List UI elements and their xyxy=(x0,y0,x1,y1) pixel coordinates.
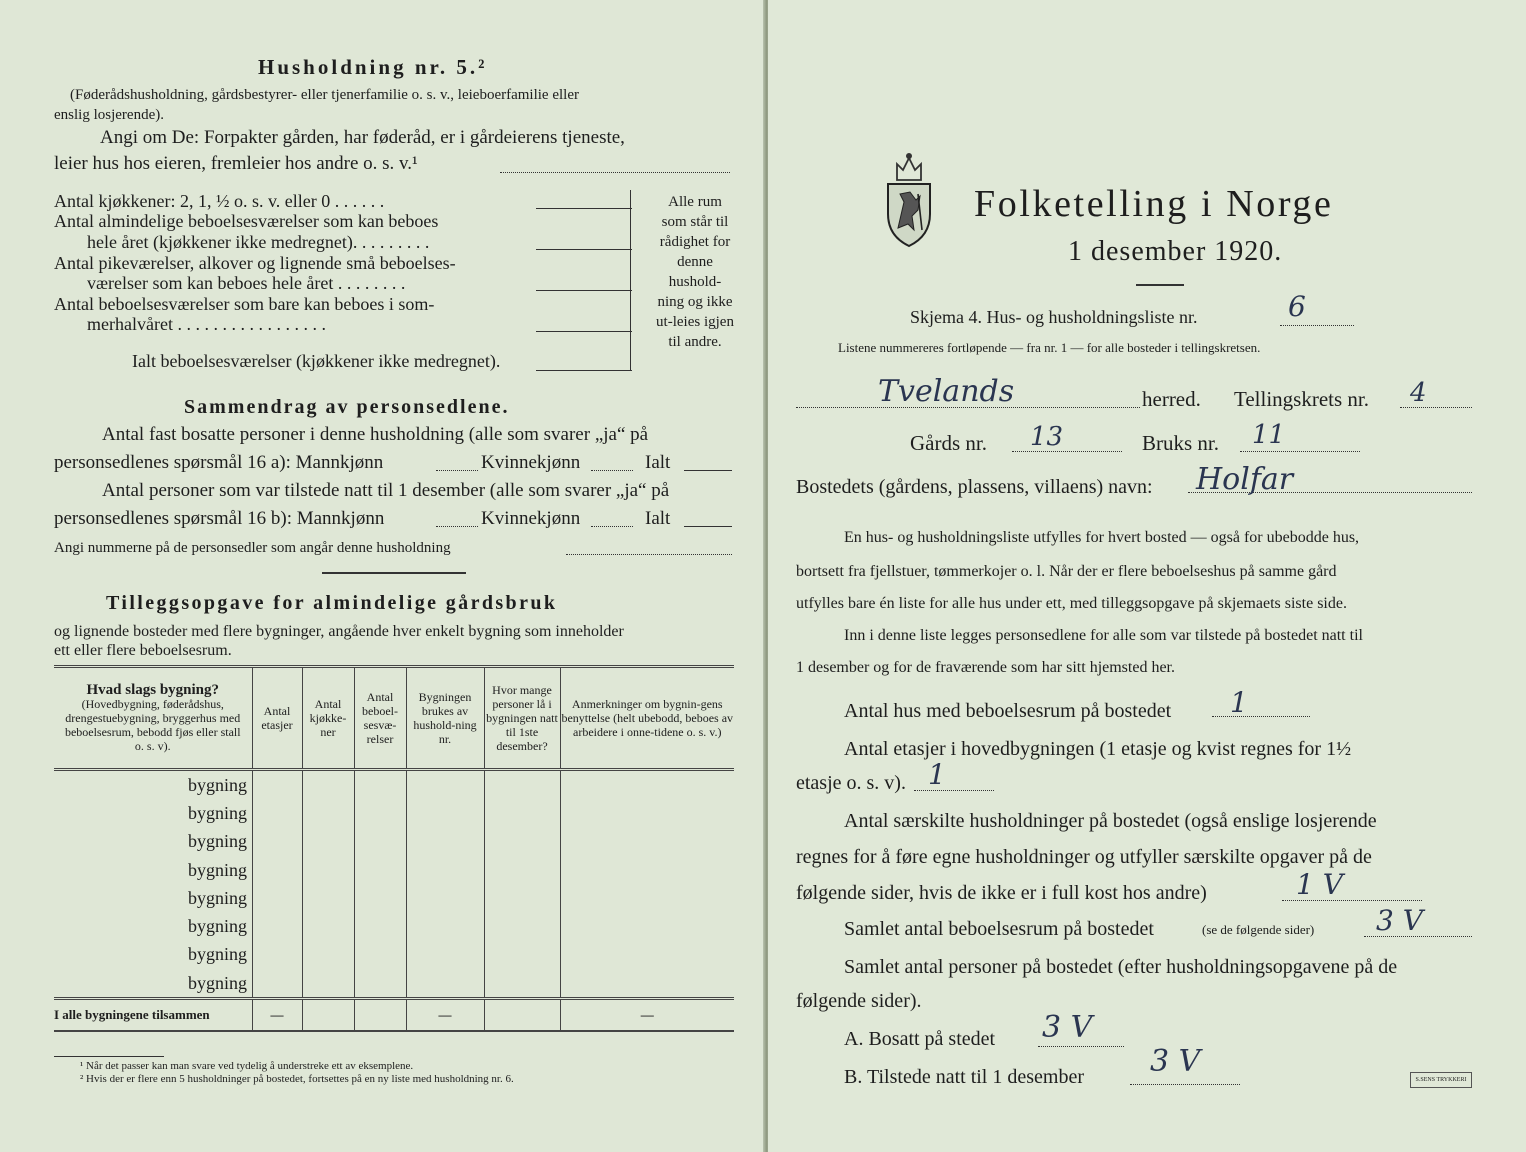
cell-household[interactable] xyxy=(406,969,484,999)
instruction-1: En hus- og husholdningsliste utfylles for hvert bosted — også for ubebodde hus, xyxy=(844,529,1360,546)
table-row xyxy=(54,884,734,912)
cell-persons[interactable] xyxy=(484,828,560,856)
cell-kitchens[interactable] xyxy=(302,941,354,969)
rooms-total: Ialt beboelsesværelser (kjøkkener ikke medregnet). xyxy=(132,351,501,371)
cell-persons[interactable] xyxy=(484,799,560,827)
footnote-2: ² Hvis der er flere enn 5 husholdninger på bostedet, fortsettes på en ny liste med husholdning nr. 6. xyxy=(80,1073,514,1085)
cell-persons[interactable] xyxy=(484,856,560,884)
total-kitchens[interactable] xyxy=(302,999,354,1032)
table-row xyxy=(54,799,734,827)
cell-household[interactable] xyxy=(406,884,484,912)
cell-kitchens[interactable] xyxy=(302,912,354,940)
col-building-type xyxy=(54,668,252,770)
cell-floors[interactable] xyxy=(252,856,302,884)
row-label: bygning xyxy=(187,916,247,937)
total-floors: — xyxy=(252,999,302,1032)
census-title: Folketelling i Norge xyxy=(974,183,1334,225)
rooms-brace-note: Alle rum som står til rådighet for denne hushold-ning og ikke ut-leies igjen til andre. xyxy=(656,194,734,350)
cell-rooms[interactable] xyxy=(354,856,406,884)
ask-answer-line xyxy=(500,172,730,173)
household-intro-1: (Føderådshusholdning, gårdsbestyrer- eller tjenerfamilie o. s. v., leieboerfamilie eller xyxy=(70,87,579,103)
table-row xyxy=(54,941,734,969)
cell-remarks[interactable] xyxy=(560,828,734,856)
a-line xyxy=(1038,1046,1124,1047)
bosted-value[interactable]: Holfar xyxy=(1196,462,1294,497)
cell-floors[interactable] xyxy=(252,770,302,800)
right-page xyxy=(768,0,1526,1152)
col-building-type-title: Hvad slags bygning? xyxy=(86,682,220,698)
footnote-rule xyxy=(54,1056,164,1057)
q-hus-line xyxy=(1212,716,1310,717)
summary-p1-female-line xyxy=(591,470,633,471)
household-intro-2: enslig losjerende). xyxy=(54,107,164,123)
rooms-kitchens: Antal kjøkkener: 2, 1, ½ o. s. v. eller 0 . . . . . . xyxy=(54,191,385,211)
bruk-line xyxy=(1240,451,1360,452)
cell-household[interactable] xyxy=(406,770,484,800)
row-label: bygning xyxy=(187,887,247,908)
rooms-maid-2: værelser som kan beboes hele året . . . . . . . . xyxy=(87,273,406,293)
cell-rooms[interactable] xyxy=(354,770,406,800)
gard-line xyxy=(1012,451,1122,452)
cell-remarks[interactable] xyxy=(560,969,734,999)
q-etasjer-1: Antal etasjer i hovedbygningen (1 etasje og kvist regnes for 1½ xyxy=(844,738,1352,760)
total-persons[interactable] xyxy=(484,999,560,1032)
q-etasjer-value[interactable]: 1 xyxy=(928,758,946,791)
household-ask-1: Angi om De: Forpakter gården, har føderåd, er i gårdeierens tjeneste, xyxy=(100,127,625,148)
rooms-kitchens-line xyxy=(536,208,632,209)
gard-value[interactable]: 13 xyxy=(1030,422,1064,452)
table-row xyxy=(54,912,734,940)
rooms-maid-line xyxy=(536,290,632,291)
cell-kitchens[interactable] xyxy=(302,856,354,884)
cell-kitchens[interactable] xyxy=(302,969,354,999)
title-divider xyxy=(1136,284,1184,286)
cell-remarks[interactable] xyxy=(560,856,734,884)
cell-floors[interactable] xyxy=(252,828,302,856)
cell-persons[interactable] xyxy=(484,941,560,969)
rooms-summer-1: Antal beboelsesværelser som bare kan beboes i som- xyxy=(54,294,435,314)
cell-household[interactable] xyxy=(406,856,484,884)
summary-p1-2a: personsedlenes spørsmål 16 a): Mannkjønn xyxy=(54,452,384,473)
bruk-label: Bruks nr. xyxy=(1142,431,1220,455)
rooms-maid-1: Antal pikeværelser, alkover og lignende små beboelses- xyxy=(54,253,456,273)
table-row xyxy=(54,828,734,856)
b-value[interactable]: 3 V xyxy=(1150,1044,1201,1079)
schema-value[interactable]: 6 xyxy=(1288,290,1306,323)
cell-floors[interactable] xyxy=(252,912,302,940)
q-etasjer-2: etasje o. s. v). xyxy=(796,772,906,794)
cell-floors[interactable] xyxy=(252,941,302,969)
summary-p2-female-line xyxy=(591,526,633,527)
herred-value[interactable]: Tvelands xyxy=(878,374,1015,409)
col-building-type-note: (Hovedbygning, føderådshus, drengestuebygning, bryggerhus med beboelsesrum, bebodd fjøs eller stall o. s. v). xyxy=(64,697,241,753)
summary-p2-total-line xyxy=(684,526,732,527)
cell-remarks[interactable] xyxy=(560,912,734,940)
cell-floors[interactable] xyxy=(252,799,302,827)
total-remarks: — xyxy=(560,999,734,1032)
krets-label: Tellingskrets nr. xyxy=(1234,387,1370,411)
b-label: B. Tilstede natt til 1 desember xyxy=(844,1066,1084,1088)
instruction-5: 1 desember og for de fraværende som har sitt hjemsted her. xyxy=(796,659,1175,676)
cell-rooms[interactable] xyxy=(354,941,406,969)
instruction-3: utfylles bare én liste for alle hus under ett, med tilleggsopgave på skjemaets siste side. xyxy=(796,595,1347,612)
instruction-2: bortsett fra fjellstuer, tømmerkojer o. l. Når der er flere beboelseshus på samme gård xyxy=(796,563,1337,580)
instruction-4: Inn i denne liste legges personsedlene for alle som var tilstede på bostedet natt til xyxy=(844,627,1363,644)
summary-p1-1: Antal fast bosatte personer i denne husholdning (alle som svarer „ja“ på xyxy=(102,424,649,445)
household-title: Husholdning nr. 5.² xyxy=(258,55,488,79)
gard-label: Gårds nr. xyxy=(910,431,987,455)
cell-kitchens[interactable] xyxy=(302,828,354,856)
rooms-total-line xyxy=(536,370,632,371)
cell-persons[interactable] xyxy=(484,912,560,940)
cell-persons[interactable] xyxy=(484,884,560,912)
q-pers-2: følgende sider). xyxy=(796,990,922,1012)
summary-p2-male-line xyxy=(436,526,478,527)
supplement-p2: ett eller flere beboelsesrum. xyxy=(54,642,232,659)
printer-mark: S.SENS TRYKKERI xyxy=(1410,1072,1472,1088)
q-rum-note: (se de følgende sider) xyxy=(1202,922,1315,937)
bosted-label: Bostedets (gårdens, plassens, villaens) navn: xyxy=(796,476,1153,498)
rooms-bracket xyxy=(630,190,645,370)
household-ask-2: leier hus hos eieren, fremleier hos andre o. s. v.¹ xyxy=(54,153,418,174)
cell-persons[interactable] xyxy=(484,969,560,999)
a-label: A. Bosatt på stedet xyxy=(844,1028,996,1050)
rooms-summer-2: merhalvåret . . . . . . . . . . . . . . . . . xyxy=(87,314,326,334)
cell-household[interactable] xyxy=(406,912,484,940)
census-date: 1 desember 1920. xyxy=(1068,236,1283,267)
total-rooms[interactable] xyxy=(354,999,406,1032)
herred-label: herred. xyxy=(1142,387,1201,411)
col-kitchens: Antal kjøkke-ner xyxy=(302,668,354,770)
row-label: bygning xyxy=(187,859,247,880)
q-hush-value[interactable]: 1 V xyxy=(1296,868,1343,901)
cell-rooms[interactable] xyxy=(354,969,406,999)
q-hus-value[interactable]: 1 xyxy=(1230,686,1248,719)
footnote-1: ¹ Når det passer kan man svare ved tydelig å understreke ett av eksemplene. xyxy=(80,1060,414,1072)
total-label: I alle bygningene tilsammen xyxy=(54,999,252,1032)
krets-value[interactable]: 4 xyxy=(1410,378,1427,408)
cell-kitchens[interactable] xyxy=(302,799,354,827)
q-hus-label: Antal hus med beboelsesrum på bostedet xyxy=(844,700,1172,722)
rooms-ordinary-1: Antal almindelige beboelsesværelser som kan beboes xyxy=(54,211,439,231)
q-hush-2: regnes for å føre egne husholdninger og utfyller særskilte opgaver på de xyxy=(796,846,1372,868)
rooms-ordinary-2: hele året (kjøkkener ikke medregnet). . . . . . . . . xyxy=(87,232,430,252)
q-rum-value[interactable]: 3 V xyxy=(1376,904,1423,937)
bruk-value[interactable]: 11 xyxy=(1252,420,1286,450)
summary-p3-line xyxy=(566,554,732,555)
summary-p1-2b: Kvinnekjønn xyxy=(481,452,581,473)
row-label: bygning xyxy=(187,972,247,993)
summary-p1-total-line xyxy=(684,470,732,471)
listene-note: Listene nummereres fortløpende — fra nr. 1 — for alle bosteder i tellingskretsen. xyxy=(838,340,1261,355)
q-hush-1: Antal særskilte husholdninger på bostedet (også enslige losjerende xyxy=(844,810,1377,832)
cell-kitchens[interactable] xyxy=(302,770,354,800)
cell-household[interactable] xyxy=(406,828,484,856)
summary-p1-male-line xyxy=(436,470,478,471)
schema-label: Skjema 4. Hus- og husholdningsliste nr. xyxy=(910,307,1198,327)
cell-floors[interactable] xyxy=(252,884,302,912)
cell-kitchens[interactable] xyxy=(302,884,354,912)
col-remarks: Anmerkninger om bygnin-gens benyttelse (helt ubebodd, beboes av arbeidere i onne-tidene o. s. v.) xyxy=(560,668,734,770)
table-row xyxy=(54,770,734,800)
q-pers-1: Samlet antal personer på bostedet (efter husholdningsopgavene på de xyxy=(844,956,1398,978)
summary-p2-2c: Ialt xyxy=(645,508,671,529)
col-persons: Hvor mange personer lå i bygningen natt til 1ste desember? xyxy=(484,668,560,770)
cell-household[interactable] xyxy=(406,941,484,969)
q-rum-label: Samlet antal beboelsesrum på bostedet xyxy=(844,918,1154,940)
summary-p2-1: Antal personer som var tilstede natt til 1 desember (alle som svarer „ja“ på xyxy=(102,480,670,501)
q-hush-3: følgende sider, hvis de ikke er i full kost hos andre) xyxy=(796,882,1207,904)
section-divider xyxy=(322,572,466,574)
cell-household[interactable] xyxy=(406,799,484,827)
summary-p2-2b: Kvinnekjønn xyxy=(481,508,581,529)
cell-remarks[interactable] xyxy=(560,941,734,969)
col-floors: Antal etasjer xyxy=(252,668,302,770)
coat-of-arms-icon xyxy=(882,150,936,250)
schema-line xyxy=(1280,325,1354,326)
cell-rooms[interactable] xyxy=(354,884,406,912)
supplement-title: Tilleggsopgave for almindelige gårdsbruk xyxy=(106,592,558,614)
table-row xyxy=(54,969,734,999)
cell-persons[interactable] xyxy=(484,770,560,800)
summary-title: Sammendrag av personsedlene. xyxy=(184,396,510,418)
q-etasjer-line xyxy=(914,790,994,791)
row-label: bygning xyxy=(187,802,247,823)
table-total-row xyxy=(54,999,734,1032)
cell-remarks[interactable] xyxy=(560,799,734,827)
col-household-nr: Bygningen brukes av hushold-ning nr. xyxy=(406,668,484,770)
cell-remarks[interactable] xyxy=(560,770,734,800)
cell-remarks[interactable] xyxy=(560,884,734,912)
cell-rooms[interactable] xyxy=(354,912,406,940)
cell-floors[interactable] xyxy=(252,969,302,999)
a-value[interactable]: 3 V xyxy=(1042,1010,1093,1045)
table-row xyxy=(54,856,734,884)
row-label: bygning xyxy=(187,944,247,965)
cell-rooms[interactable] xyxy=(354,799,406,827)
supplement-p1: og lignende bosteder med flere bygninger, angående hver enkelt bygning som inneholder xyxy=(54,623,624,640)
cell-rooms[interactable] xyxy=(354,828,406,856)
summary-p1-2c: Ialt xyxy=(645,452,671,473)
b-line xyxy=(1130,1084,1240,1085)
summary-p2-2a: personsedlenes spørsmål 16 b): Mannkjønn xyxy=(54,508,385,529)
row-label: bygning xyxy=(187,831,247,852)
col-rooms: Antal beboel-sesvæ-relser xyxy=(354,668,406,770)
building-table xyxy=(54,668,734,1032)
total-household: — xyxy=(406,999,484,1032)
summary-p3: Angi nummerne på de personsedler som angår denne husholdning xyxy=(54,540,451,556)
rooms-summer-line xyxy=(536,331,632,332)
row-label: bygning xyxy=(187,774,247,795)
rooms-ordinary-line xyxy=(536,249,632,250)
